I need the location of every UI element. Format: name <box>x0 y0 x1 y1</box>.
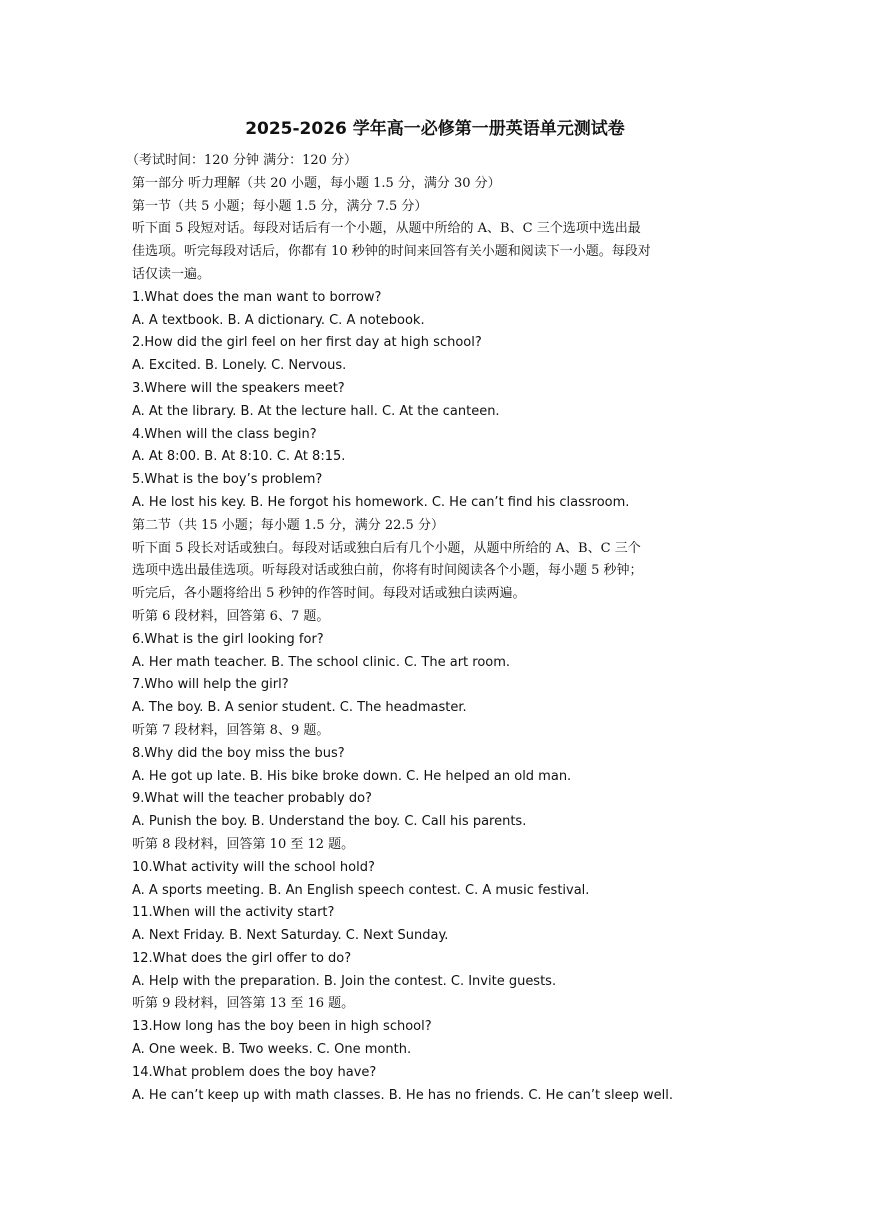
question-line: 13.How long has the boy been in high school? <box>132 1019 432 1035</box>
options-line: A. A sports meeting. B. An English speech contest. C. A music festival. <box>132 882 590 898</box>
question-line: 9.What will the teacher probably do? <box>132 791 372 807</box>
options-line: A. The boy. B. A senior student. C. The headmaster. <box>132 700 467 716</box>
options-line: A. He lost his key. B. He forgot his homework. C. He can’t find his classroom. <box>132 494 630 510</box>
instruction-line: 第一部分 听力理解（共 20 小题，每小题 1.5 分，满分 30 分） <box>132 175 501 191</box>
options-line: A. A textbook. B. A dictionary. C. A notebook. <box>132 312 425 328</box>
options-line: A. Help with the preparation. B. Join the contest. C. Invite guests. <box>132 973 557 989</box>
options-line: A. He can’t keep up with math classes. B. He has no friends. C. He can’t sleep well. <box>132 1087 674 1103</box>
question-line: 6.What is the girl looking for? <box>132 631 324 647</box>
instruction-line: 佳选项。听完每段对话后，你都有 10 秒钟的时间来回答有关小题和阅读下一小题。每段对 <box>132 244 651 260</box>
instruction-line: 听第 7 段材料，回答第 8、9 题。 <box>132 722 330 738</box>
instruction-line: 听第 8 段材料，回答第 10 至 12 题。 <box>132 836 355 852</box>
instruction-line: 听完后，各小题将给出 5 秒钟的作答时间。每段对话或独白读两遍。 <box>132 586 526 602</box>
options-line: A. Excited. B. Lonely. C. Nervous. <box>132 358 347 374</box>
options-line: A. Next Friday. B. Next Saturday. C. Next Sunday. <box>132 928 449 944</box>
question-line: 3.Where will the speakers meet? <box>132 380 345 396</box>
instruction-line: 听下面 5 段短对话。每段对话后有一个小题，从题中所给的 A、B、C 三个选项中选出最 <box>132 221 641 237</box>
page-title: 2025-2026 学年高一必修第一册英语单元测试卷 <box>245 119 625 139</box>
instruction-line: （考试时间：120 分钟 满分：120 分） <box>126 153 358 168</box>
instruction-line: 听第 6 段材料，回答第 6、7 题。 <box>132 608 330 624</box>
options-line: A. At 8:00. B. At 8:10. C. At 8:15. <box>132 449 346 465</box>
question-line: 5.What is the boy’s problem? <box>132 472 323 488</box>
question-line: 11.When will the activity start? <box>132 905 335 921</box>
question-line: 7.Who will help the girl? <box>132 677 289 693</box>
document-body <box>126 150 742 1107</box>
options-line: A. Punish the boy. B. Understand the boy. C. Call his parents. <box>132 814 527 830</box>
question-line: 12.What does the girl offer to do? <box>132 950 352 966</box>
question-line: 8.Why did the boy miss the bus? <box>132 745 345 761</box>
options-line: A. He got up late. B. His bike broke down. C. He helped an old man. <box>132 768 572 784</box>
question-line: 10.What activity will the school hold? <box>132 859 375 875</box>
options-line: A. One week. B. Two weeks. C. One month. <box>132 1042 412 1058</box>
instruction-line: 第二节（共 15 小题；每小题 1.5 分，满分 22.5 分） <box>132 517 444 533</box>
question-line: 1.What does the man want to borrow? <box>132 289 382 305</box>
instruction-line: 第一节（共 5 小题；每小题 1.5 分，满分 7.5 分） <box>132 198 428 214</box>
instruction-line: 话仅读一遍。 <box>132 266 211 282</box>
instruction-line: 选项中选出最佳选项。听每段对话或独白前，你将有时间阅读各个小题，每小题 5 秒钟； <box>132 563 643 579</box>
instruction-line: 听下面 5 段长对话或独白。每段对话或独白后有几个小题，从题中所给的 A、B、C 三个 <box>132 540 641 556</box>
options-line: A. Her math teacher. B. The school clinic. C. The art room. <box>132 654 511 670</box>
question-line: 2.How did the girl feel on her first day at high school? <box>132 335 482 351</box>
question-line: 14.What problem does the boy have? <box>132 1064 377 1080</box>
question-line: 4.When will the class begin? <box>132 426 317 442</box>
options-line: A. At the library. B. At the lecture hall. C. At the canteen. <box>132 403 500 419</box>
instruction-line: 听第 9 段材料，回答第 13 至 16 题。 <box>132 996 355 1012</box>
